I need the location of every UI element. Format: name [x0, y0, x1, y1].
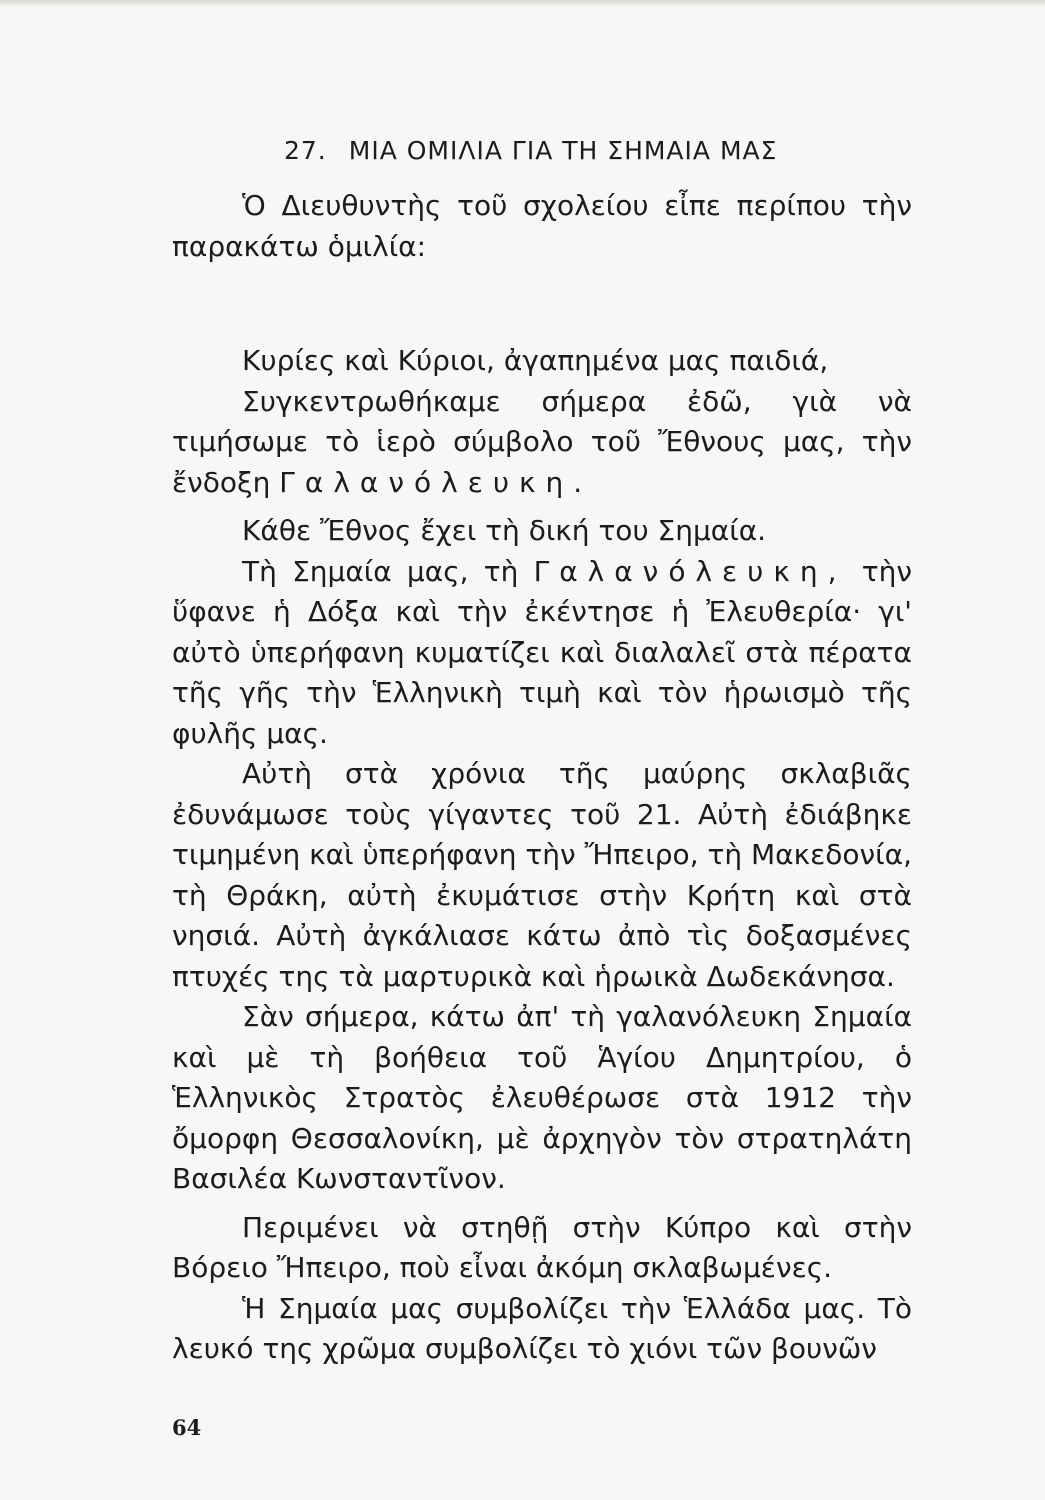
paragraph-our-flag-start: Τὴ Σημαία μας, τὴ [242, 554, 534, 588]
paragraph-our-flag [172, 552, 912, 755]
flag-name-spaced: Γαλανόλευκη. [279, 465, 593, 499]
chapter-number: 27. [284, 136, 327, 165]
paragraph-our-flag-end: τὴν ὕφανε ἡ Δόξα καὶ τὴν ἐκέντησε ἡ Ἐλευθερία· γι' αὐτὸ ὑπερήφανη κυματίζει καὶ διαλαλεῖ στὰ πέρατα τῆς γῆς τὴν Ἑλληνικὴ τιμὴ καὶ τὸν ἡρωισμὸ τῆς φυλῆς μας. [172, 554, 912, 750]
flag-name-spaced-2: Γαλανόλευκη, [533, 554, 847, 588]
paragraph-gathering-text: Συγκεντρωθήκαμε σήμερα ἐδῶ, γιὰ νὰ τιμήσωμε τὸ ἱερὸ σύμβολο τοῦ Ἔθνους μας, τὴν ἔνδοξη [172, 384, 912, 499]
paragraph-gathering [172, 382, 912, 504]
book-page [172, 128, 912, 1370]
page-number: 64 [172, 1415, 202, 1440]
paragraph-history: Αὐτὴ στὰ χρόνια τῆς μαύρης σκλαβιᾶς ἐδυνάμωσε τοὺς γίγαντες τοῦ 21. Αὐτὴ ἐδιάβηκε τιμημένη καὶ ὑπερήφανη τὴν Ἤπειρο, τὴ Μακεδονία, τὴ Θράκη, αὐτὴ ἐκυμάτισε στὴν Κρήτη καὶ στὰ νησιά. Αὐτὴ ἀγκάλιασε κάτω ἀπὸ τὶς δοξασμένες πτυχές της τὰ μαρτυρικὰ καὶ ἡρωικὰ Δωδεκάνησα. [172, 757, 912, 993]
chapter-title: ΜΙΑ ΟΜΙΛΙΑ ΓΙΑ ΤΗ ΣΗΜΑΙΑ ΜΑΣ [348, 136, 778, 165]
scan-top-edge [0, 0, 1045, 8]
intro-paragraph: Ὁ Διευθυντὴς τοῦ σχολείου εἶπε περίπου τὴν παρακάτω ὁμιλία: [172, 189, 912, 263]
greeting-line: Κυρίες καὶ Κύριοι, ἀγαπημένα μας παιδιά, [242, 344, 829, 377]
paragraph-cyprus: Περιμένει νὰ στηθῇ στὴν Κύπρο καὶ στὴν Βόρειο Ἤπειρο, ποὺ εἶναι ἀκόμη σκλαβωμένες. [172, 1210, 912, 1284]
paragraph-every-nation: Κάθε Ἔθνος ἔχει τὴ δική του Σημαία. [242, 514, 767, 547]
chapter-heading [284, 128, 912, 174]
paragraph-thessaloniki: Σὰν σήμερα, κάτω ἀπ' τὴ γαλανόλευκη Σημαία καὶ μὲ τὴ βοήθεια τοῦ Ἁγίου Δημητρίου, ὁ Ἑλληνικὸς Στρατὸς ἐλευθέρωσε στὰ 1912 τὴν ὄμορφη Θεσσαλονίκη, μὲ ἀρχηγὸν τὸν στρατηλάτη Βασιλέα Κωνσταντῖνον. [172, 1000, 912, 1195]
speech-text [172, 186, 912, 1370]
paragraph-symbolism: Ἡ Σημαία μας συμβολίζει τὴν Ἑλλάδα μας. Τὸ λευκό της χρῶμα συμβολίζει τὸ χιόνι τῶν βουνῶν [172, 1291, 912, 1365]
